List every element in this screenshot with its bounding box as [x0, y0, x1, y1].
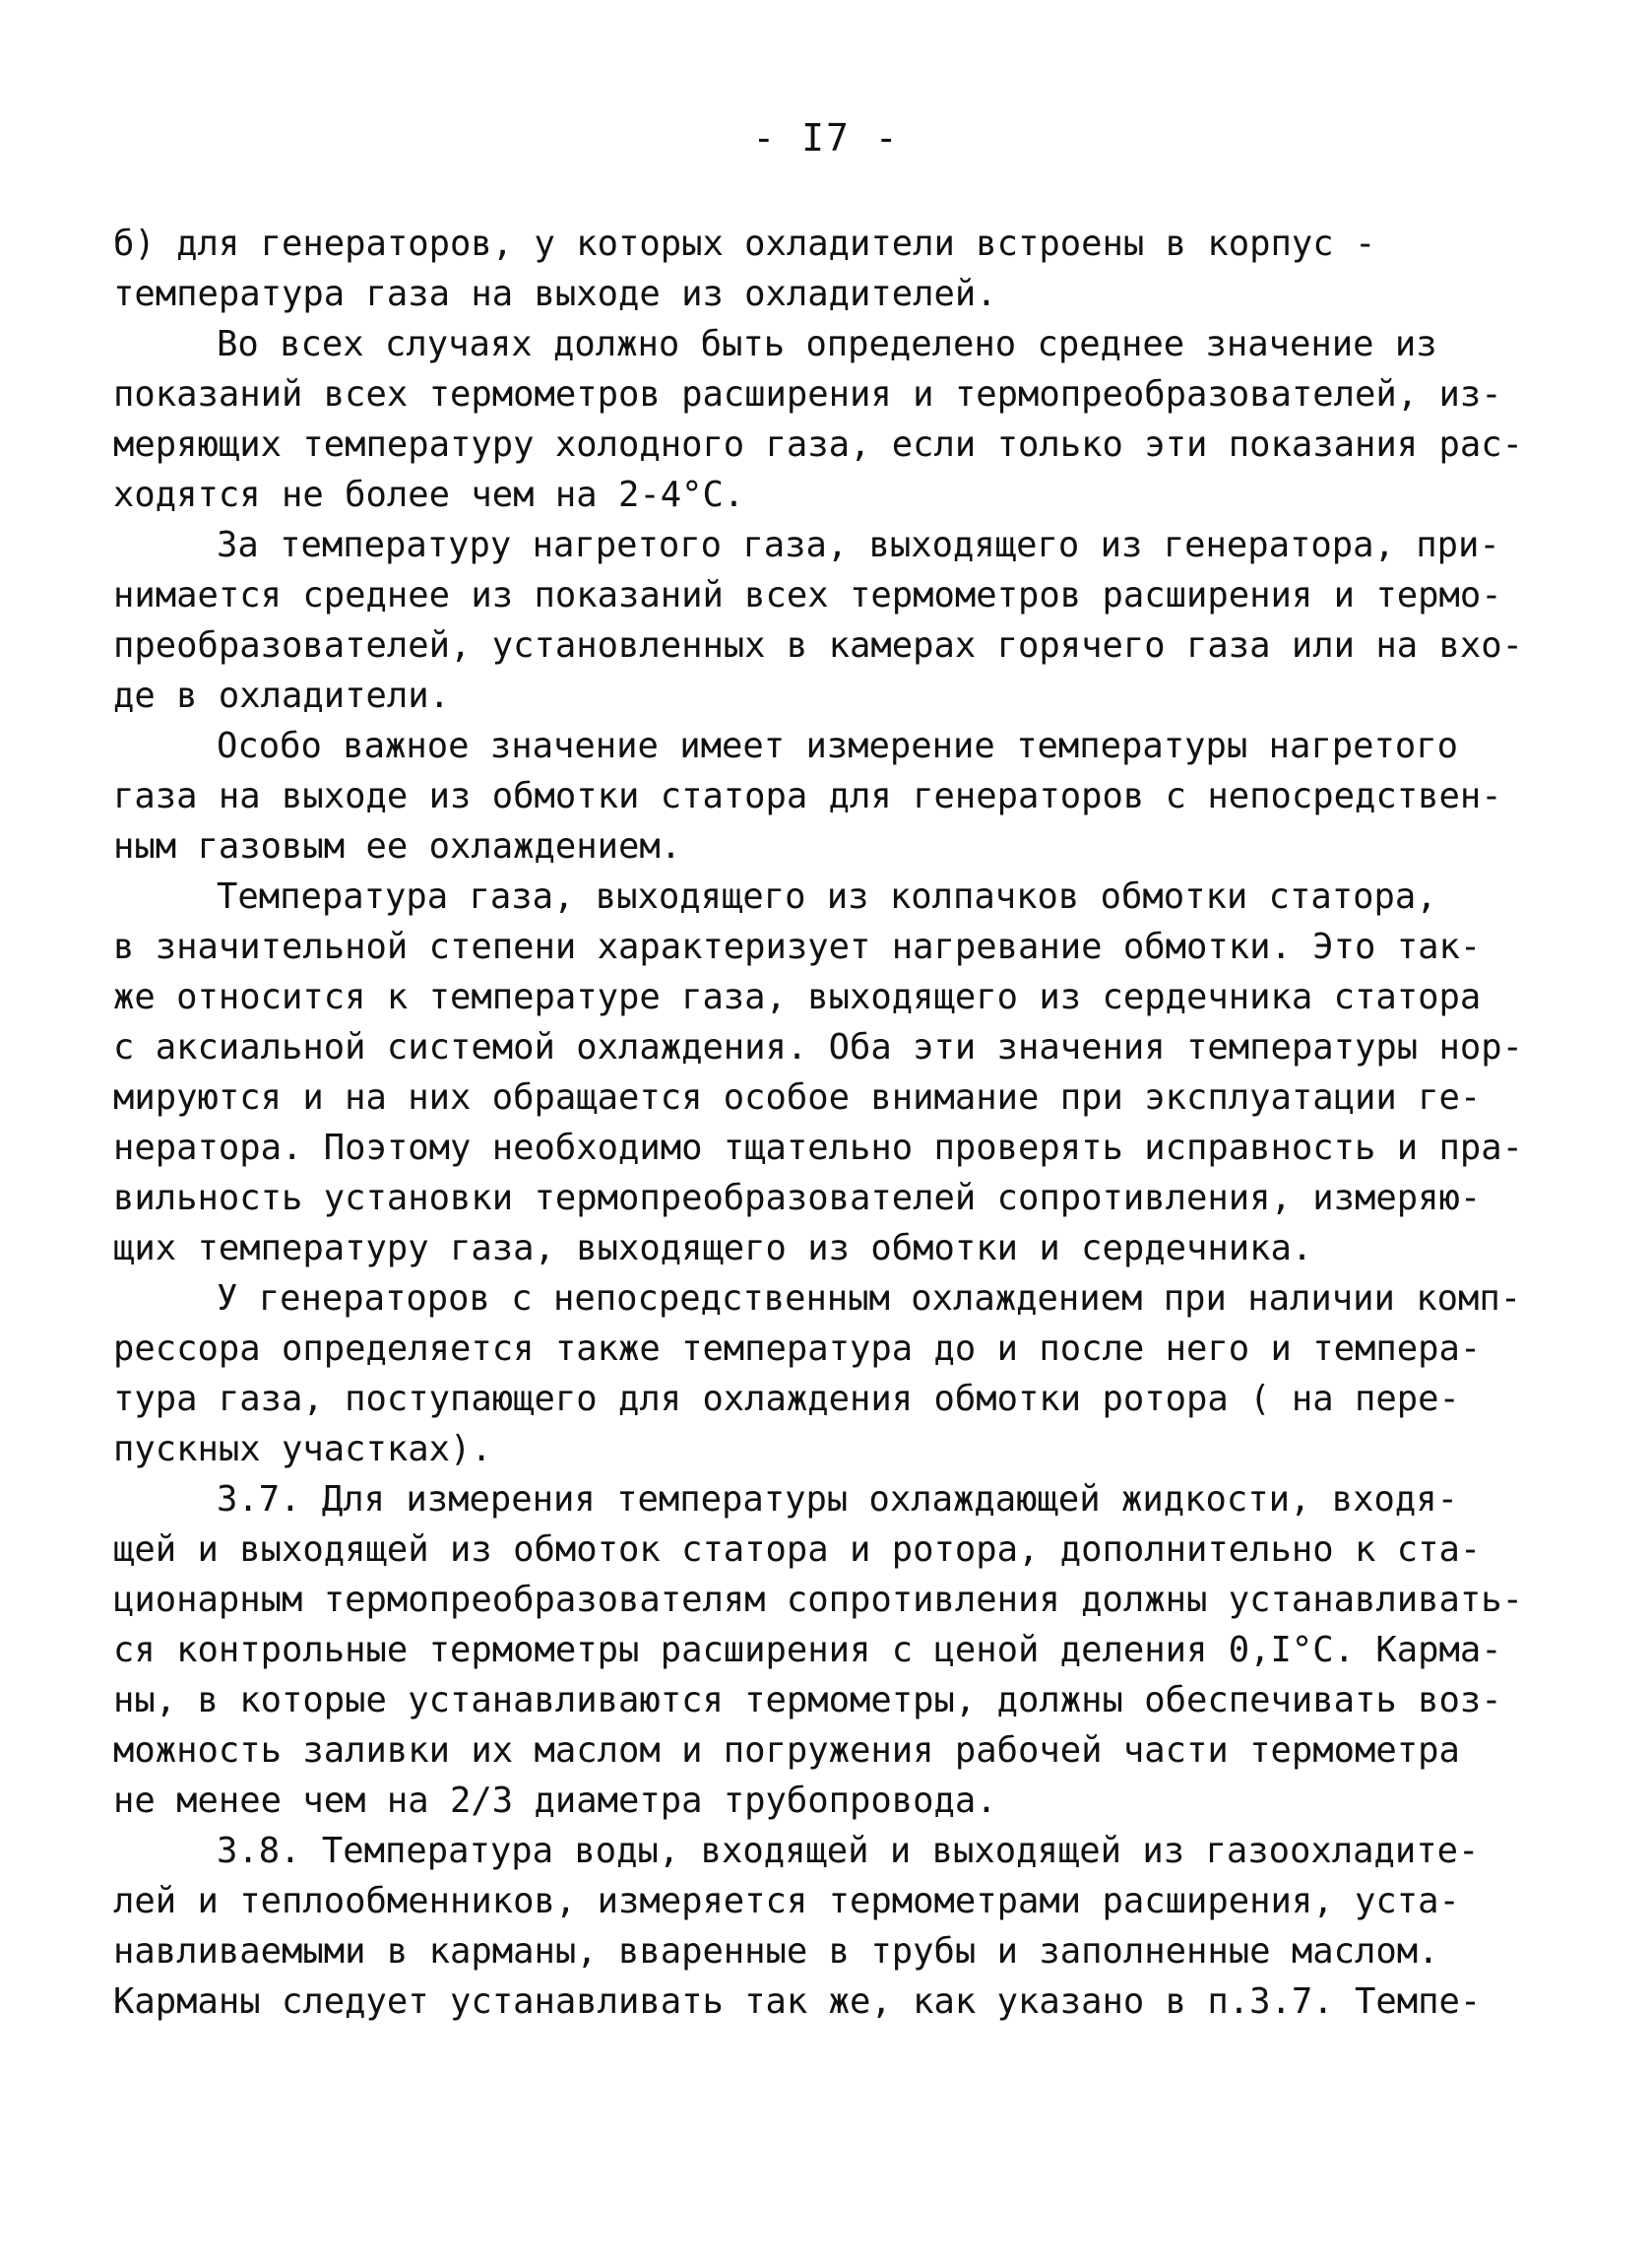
text-line: в значительной степени характеризует нагревание обмотки. Это так- — [113, 927, 1482, 967]
text-line: ны, в которые устанавливаются термометры, должны обеспечивать воз- — [113, 1680, 1502, 1720]
text-line: пускных участках). — [113, 1429, 492, 1469]
text-line: ционарным термопреобразователям сопротивления должны устанавливать- — [113, 1580, 1523, 1620]
text-line: навливаемыми в карманы, вваренные в трубы и заполненные маслом. — [113, 1931, 1439, 1972]
text-line: с аксиальной системой охлаждения. Оба эти значения температуры нор- — [113, 1027, 1523, 1068]
body-text — [113, 219, 1523, 2027]
text-line: ся контрольные термометры расширения с ценой деления 0,I°С. Карма- — [113, 1630, 1502, 1670]
text-line: ходятся не более чем на 2-4°С. — [113, 475, 745, 515]
text-line: де в охладители. — [113, 676, 450, 716]
text-line: газа на выходе из обмотки статора для генераторов с непосредствен- — [113, 776, 1502, 816]
text-line: преобразователей, установленных в камерах горячего газа или на вхо- — [113, 625, 1523, 666]
text-line: можность заливки их маслом и погружения рабочей части термометра — [113, 1730, 1460, 1771]
text-line: щей и выходящей из обмоток статора и ротора, дополнительно к ста- — [113, 1529, 1482, 1570]
paragraph-first-line: Особо важное значение имеет измерение температуры нагретого — [217, 726, 1458, 766]
text-line: температура газа на выходе из охладителей. — [113, 274, 997, 314]
page-number: - I7 - — [752, 116, 900, 160]
paragraph-first-line: 3.8. Температура воды, входящей и выходящей из газоохладите- — [217, 1831, 1480, 1871]
text-line: не менее чем на 2/3 диаметра трубопровода. — [113, 1781, 997, 1821]
paragraph-first-line: За температуру нагретого газа, выходящего из генератора, при- — [217, 525, 1500, 565]
paragraph-first-line: 3.7. Для измерения температуры охлаждающей жидкости, входя- — [217, 1479, 1458, 1520]
text-line: показаний всех термометров расширения и термопреобразователей, из- — [113, 374, 1502, 415]
text-line: тура газа, поступающего для охлаждения обмотки ротора ( на пере- — [113, 1379, 1460, 1419]
text-line: б) для генераторов, у которых охладители встроены в корпус - — [113, 224, 1376, 264]
paragraph-first-line: Температура газа, выходящего из колпачков обмотки статора, — [217, 876, 1437, 917]
text-line: ным газовым ее охлаждением. — [113, 826, 682, 867]
paragraph-first-line: У генераторов с непосредственным охлаждением при наличии комп- — [217, 1278, 1522, 1319]
text-line: рессора определяется также температура до и после него и темпера- — [113, 1328, 1482, 1369]
text-line: нератора. Поэтому необходимо тщательно проверять исправность и пра- — [113, 1128, 1523, 1168]
text-line: лей и теплообменников, измеряется термометрами расширения, уста- — [113, 1881, 1460, 1921]
text-line: вильность установки термопреобразователей сопротивления, измеряю- — [113, 1178, 1482, 1218]
text-line: нимается среднее из показаний всех термометров расширения и термо- — [113, 575, 1502, 616]
paragraph-first-line: Во всех случаях должно быть определено среднее значение из — [217, 324, 1437, 364]
text-line: Карманы следует устанавливать так же, как указано в п.3.7. Темпе- — [113, 1981, 1482, 2022]
text-line: щих температуру газа, выходящего из обмотки и сердечника. — [113, 1228, 1313, 1268]
text-line: мируются и на них обращается особое внимание при эксплуатации ге- — [113, 1077, 1482, 1118]
text-line: меряющих температуру холодного газа, если только эти показания рас- — [113, 424, 1523, 465]
text-line: же относится к температуре газа, выходящего из сердечника статора — [113, 977, 1482, 1017]
